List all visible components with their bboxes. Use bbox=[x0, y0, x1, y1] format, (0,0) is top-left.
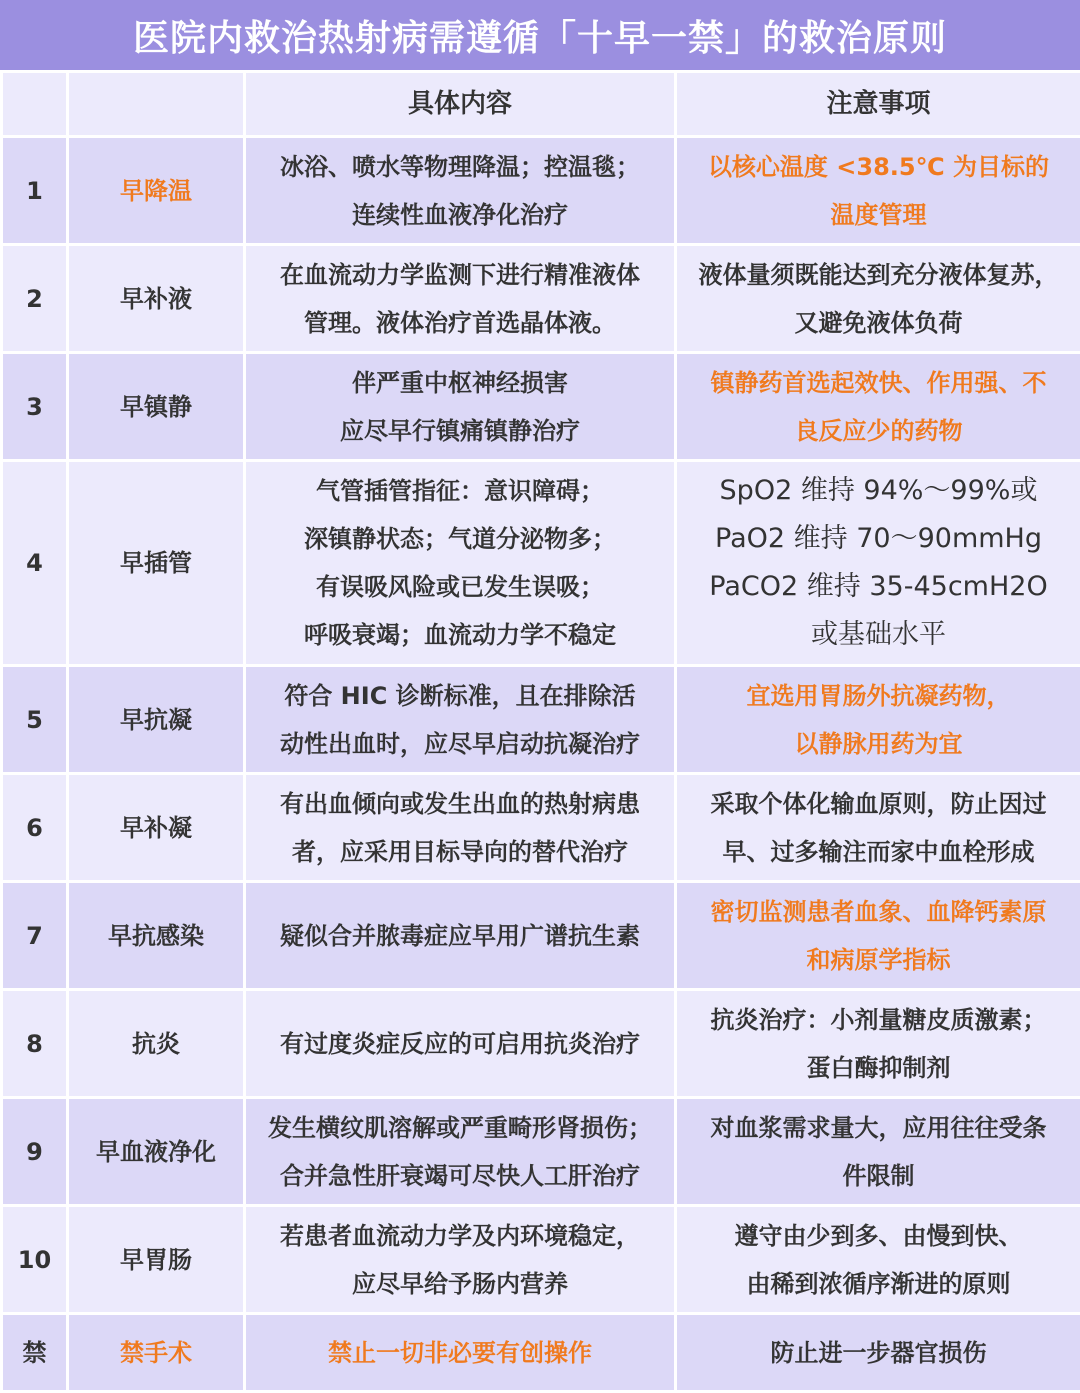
notes-line: 遵守由少到多、由慢到快、 bbox=[679, 1212, 1078, 1260]
notes-line: 和病原学指标 bbox=[679, 936, 1078, 984]
content-line: 有误吸风险或已发生误吸； bbox=[248, 563, 672, 611]
table-header-row bbox=[2, 72, 1080, 137]
content-cell bbox=[245, 666, 676, 774]
table-row bbox=[2, 353, 1080, 461]
notes-cell bbox=[676, 666, 1080, 774]
notes-line: PaCO2 维持 35-45cmH2O bbox=[679, 563, 1078, 611]
principle-name: 早血液净化 bbox=[68, 1098, 245, 1206]
principle-name: 早抗感染 bbox=[68, 882, 245, 990]
content-line: 应尽早给予肠内营养 bbox=[248, 1260, 672, 1308]
header-cell-name bbox=[68, 72, 245, 137]
notes-line: 密切监测患者血象、血降钙素原 bbox=[679, 888, 1078, 936]
notes-cell bbox=[676, 461, 1080, 666]
principle-name: 早镇静 bbox=[68, 353, 245, 461]
notes-line: 早、过多输注而家中血栓形成 bbox=[679, 828, 1078, 876]
row-number: 8 bbox=[2, 990, 68, 1098]
content-cell bbox=[245, 461, 676, 666]
principle-name: 早插管 bbox=[68, 461, 245, 666]
content-line: 有出血倾向或发生出血的热射病患 bbox=[248, 780, 672, 828]
row-number: 3 bbox=[2, 353, 68, 461]
table-row bbox=[2, 137, 1080, 245]
principle-name: 早补液 bbox=[68, 245, 245, 353]
content-line: 伴严重中枢神经损害 bbox=[248, 359, 672, 407]
content-line: 在血流动力学监测下进行精准液体 bbox=[248, 251, 672, 299]
principles-table bbox=[0, 70, 1080, 1393]
notes-line: 抗炎治疗：小剂量糖皮质激素； bbox=[679, 996, 1078, 1044]
notes-line: SpO2 维持 94%～99%或 bbox=[679, 467, 1078, 515]
notes-line: 防止进一步器官损伤 bbox=[679, 1329, 1078, 1377]
principle-name: 早抗凝 bbox=[68, 666, 245, 774]
notes-line: 镇静药首选起效快、作用强、不 bbox=[679, 359, 1078, 407]
notes-line: 液体量须既能达到充分液体复苏， bbox=[679, 251, 1078, 299]
content-line: 管理。液体治疗首选晶体液。 bbox=[248, 299, 672, 347]
content-line: 禁止一切非必要有创操作 bbox=[248, 1329, 672, 1377]
content-cell bbox=[245, 1098, 676, 1206]
content-cell bbox=[245, 137, 676, 245]
notes-line: 宜选用胃肠外抗凝药物， bbox=[679, 672, 1078, 720]
content-cell bbox=[245, 1314, 676, 1392]
content-line: 应尽早行镇痛镇静治疗 bbox=[248, 407, 672, 455]
notes-cell bbox=[676, 774, 1080, 882]
page-title: 医院内救治热射病需遵循「十早一禁」的救治原则 bbox=[0, 0, 1080, 70]
principle-name: 早补凝 bbox=[68, 774, 245, 882]
table-row bbox=[2, 245, 1080, 353]
content-cell bbox=[245, 245, 676, 353]
notes-line: 采取个体化输血原则，防止因过 bbox=[679, 780, 1078, 828]
notes-line: 温度管理 bbox=[679, 191, 1078, 239]
notes-line: 或基础水平 bbox=[679, 611, 1078, 659]
notes-line: 由稀到浓循序渐进的原则 bbox=[679, 1260, 1078, 1308]
table-row bbox=[2, 1314, 1080, 1392]
row-number: 禁 bbox=[2, 1314, 68, 1392]
table-row bbox=[2, 774, 1080, 882]
row-number: 2 bbox=[2, 245, 68, 353]
table-row bbox=[2, 990, 1080, 1098]
content-line: 动性出血时，应尽早启动抗凝治疗 bbox=[248, 720, 672, 768]
notes-cell bbox=[676, 882, 1080, 990]
notes-cell bbox=[676, 1098, 1080, 1206]
content-cell bbox=[245, 882, 676, 990]
row-number: 7 bbox=[2, 882, 68, 990]
content-cell bbox=[245, 990, 676, 1098]
content-line: 若患者血流动力学及内环境稳定， bbox=[248, 1212, 672, 1260]
row-number: 5 bbox=[2, 666, 68, 774]
content-line: 冰浴、喷水等物理降温；控温毯； bbox=[248, 143, 672, 191]
header-cell-index bbox=[2, 72, 68, 137]
row-number: 1 bbox=[2, 137, 68, 245]
notes-cell bbox=[676, 137, 1080, 245]
notes-line: PaO2 维持 70～90mmHg bbox=[679, 515, 1078, 563]
content-line: 气管插管指征：意识障碍； bbox=[248, 467, 672, 515]
notes-cell bbox=[676, 245, 1080, 353]
content-line: 符合 HIC 诊断标准，且在排除活 bbox=[248, 672, 672, 720]
notes-line: 件限制 bbox=[679, 1152, 1078, 1200]
notes-line: 以核心温度 <38.5℃ 为目标的 bbox=[679, 143, 1078, 191]
content-line: 者，应采用目标导向的替代治疗 bbox=[248, 828, 672, 876]
notes-line: 良反应少的药物 bbox=[679, 407, 1078, 455]
row-number: 9 bbox=[2, 1098, 68, 1206]
content-line: 疑似合并脓毒症应早用广谱抗生素 bbox=[248, 912, 672, 960]
row-number: 6 bbox=[2, 774, 68, 882]
content-line: 连续性血液净化治疗 bbox=[248, 191, 672, 239]
notes-cell bbox=[676, 990, 1080, 1098]
notes-cell bbox=[676, 353, 1080, 461]
header-cell-content: 具体内容 bbox=[245, 72, 676, 137]
content-cell bbox=[245, 774, 676, 882]
table-row bbox=[2, 882, 1080, 990]
content-line: 有过度炎症反应的可启用抗炎治疗 bbox=[248, 1020, 672, 1068]
notes-line: 又避免液体负荷 bbox=[679, 299, 1078, 347]
table-row bbox=[2, 666, 1080, 774]
notes-cell bbox=[676, 1206, 1080, 1314]
content-line: 发生横纹肌溶解或严重畸形肾损伤； bbox=[248, 1104, 672, 1152]
notes-cell bbox=[676, 1314, 1080, 1392]
table-row bbox=[2, 461, 1080, 666]
row-number: 10 bbox=[2, 1206, 68, 1314]
content-cell bbox=[245, 1206, 676, 1314]
principle-name: 早降温 bbox=[68, 137, 245, 245]
principle-name: 禁手术 bbox=[68, 1314, 245, 1392]
content-line: 呼吸衰竭；血流动力学不稳定 bbox=[248, 611, 672, 659]
table-row bbox=[2, 1206, 1080, 1314]
notes-line: 以静脉用药为宜 bbox=[679, 720, 1078, 768]
table-row bbox=[2, 1098, 1080, 1206]
content-cell bbox=[245, 353, 676, 461]
content-line: 合并急性肝衰竭可尽快人工肝治疗 bbox=[248, 1152, 672, 1200]
principle-name: 早胃肠 bbox=[68, 1206, 245, 1314]
principle-name: 抗炎 bbox=[68, 990, 245, 1098]
row-number: 4 bbox=[2, 461, 68, 666]
notes-line: 对血浆需求量大，应用往往受条 bbox=[679, 1104, 1078, 1152]
content-line: 深镇静状态；气道分泌物多； bbox=[248, 515, 672, 563]
header-cell-notes: 注意事项 bbox=[676, 72, 1080, 137]
notes-line: 蛋白酶抑制剂 bbox=[679, 1044, 1078, 1092]
